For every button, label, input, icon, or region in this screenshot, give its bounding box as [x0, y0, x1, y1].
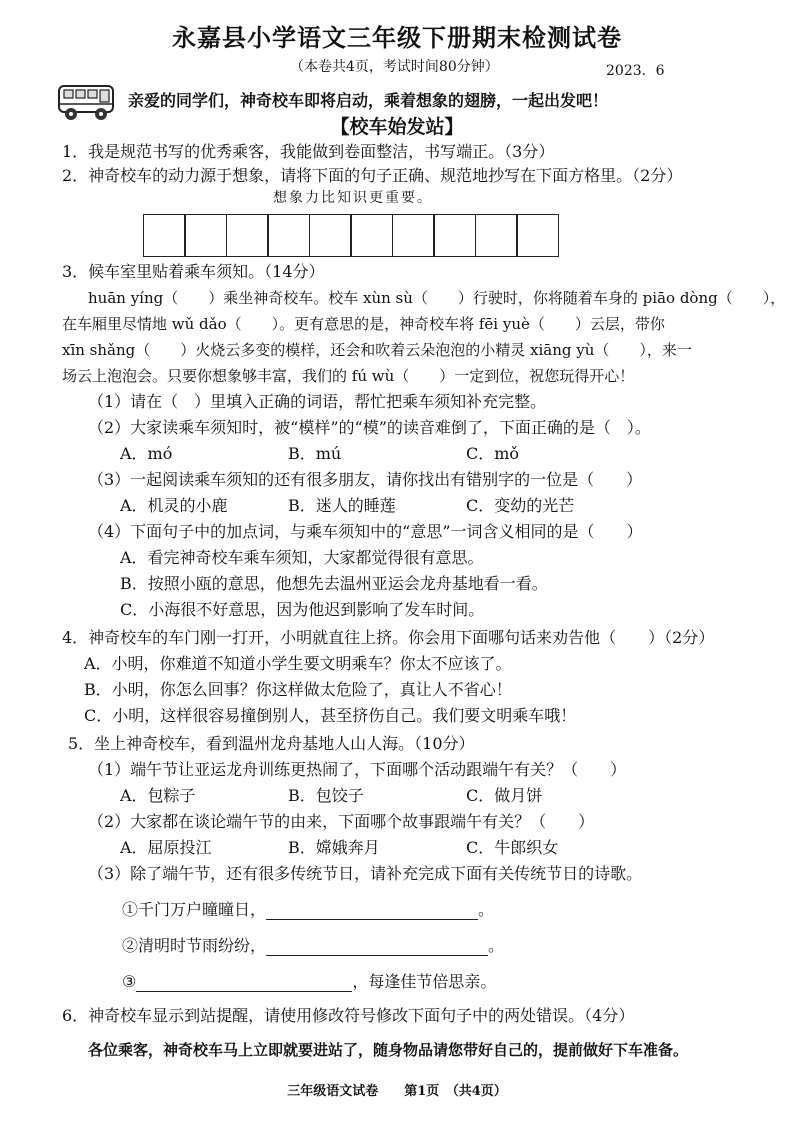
page-footer: 三年级语文试卷 第1页 （共4页） [287, 1084, 507, 1099]
q3-sub-4-option-b[interactable]: B．按照小瓯的意思，他想先去温州亚运会龙舟基地看一看。 [120, 574, 548, 593]
question-6: 6．神奇校车显示到站提醒，请使用修改符号修改下面句子中的两处错误。（4分） [62, 1006, 635, 1025]
writing-grid-cell[interactable] [184, 214, 227, 257]
exam-date: 2023．6 [606, 63, 665, 79]
exam-note: （本卷共4页，考试时间80分钟） [290, 59, 499, 75]
greeting-text: 亲爱的同学们，神奇校车即将启动，乘着想象的翅膀，一起出发吧！ [128, 91, 609, 110]
question-1: 1．我是规范书写的优秀乘客，我能做到卷面整洁，书写端正。（3分） [62, 142, 555, 161]
q3-sub-2: （2）大家读乘车须知时，被“模样”的“模”的读音难倒了，下面正确的是（ ）。 [88, 418, 651, 437]
poem-line-3-blank[interactable] [136, 975, 352, 992]
q3-paragraph-line-3: xīn shǎng（ ）火烧云多变的模样，还会和吹着云朵泡泡的小精灵 xiāng yù（ ），来一 [62, 341, 692, 359]
writing-grid-cell[interactable] [267, 214, 310, 257]
writing-grid-cell[interactable] [392, 214, 435, 257]
section-heading: 【校车始发站】 [330, 116, 464, 138]
poem-line-2-text: ②清明时节雨纷纷， [122, 936, 267, 955]
q6-sentence: 各位乘客，神奇校车马上立即就要进站了，随身物品请您带好自己的，提前做好下车准备。 [88, 1041, 689, 1059]
poem-line-1 [122, 900, 494, 920]
question-3: 3．候车室里贴着乘车须知。（14分） [62, 262, 325, 281]
poem-line-3-text: ，每逢佳节倍思亲。 [352, 972, 497, 991]
q5-sub-1: （1）端午节让亚运龙舟训练更热闹了，下面哪个活动跟端午有关？（ ） [88, 760, 627, 779]
q3-sub-3-option-b[interactable]: B．迷人的睡莲 [288, 496, 396, 515]
writing-grid-cell[interactable] [226, 214, 269, 257]
poem-line-3-prefix: ③ [122, 972, 137, 991]
question-2: 2．神奇校车的动力源于想象，请将下面的句子正确、规范地抄写在下面方格里。（2分） [62, 166, 683, 185]
q5-sub-3: （3）除了端午节，还有很多传统节日，请补充完成下面有关传统节日的诗歌。 [88, 864, 643, 883]
q3-paragraph-line-2: 在车厢里尽情地 wǔ dǎo（ ）。更有意思的是，神奇校车将 fēi yuè（ ）云层，带你 [62, 315, 665, 333]
q3-sub-2-option-b[interactable]: B．mú [288, 444, 342, 463]
copy-sentence: 想象力比知识更重要。 [273, 190, 433, 206]
poem-line-1-end: 。 [478, 900, 495, 919]
writing-grid-cell[interactable] [143, 214, 186, 257]
q3-sub-2-option-c[interactable]: C．mǒ [466, 444, 520, 463]
writing-grid-cell[interactable] [516, 214, 559, 257]
q3-sub-4-option-c[interactable]: C．小海很不好意思，因为他迟到影响了发车时间。 [120, 600, 485, 619]
q3-sub-3-option-a[interactable]: A．机灵的小鹿 [120, 496, 228, 515]
poem-line-1-blank[interactable] [266, 903, 478, 920]
question-4: 4．神奇校车的车门刚一打开，小明就直往上挤。你会用下面哪句话来劝告他（ ）（2分） [62, 628, 715, 647]
q4-option-c[interactable]: C．小明，这样很容易撞倒别人，甚至挤伤自己。我们要文明乘车哦！ [84, 706, 577, 725]
poem-line-2 [122, 936, 504, 956]
q5-sub-2-option-a[interactable]: A．屈原投江 [120, 838, 212, 857]
q3-paragraph-line-4: 场云上泡泡会。只要你想象够丰富，我们的 fú wù（ ）一定到位，祝您玩得开心！ [62, 367, 635, 385]
q5-sub-2: （2）大家都在谈论端午节的由来，下面哪个故事跟端午有关？（ ） [88, 812, 595, 831]
writing-grid-cell[interactable] [309, 214, 352, 257]
q3-sub-1: （1）请在（ ）里填入正确的词语，帮忙把乘车须知补充完整。 [88, 392, 547, 411]
q5-sub-2-option-b[interactable]: B．嫦娥奔月 [288, 838, 380, 857]
q3-paragraph-line-1: huān yíng（ ）乘坐神奇校车。校车 xùn sù（ ）行驶时，你将随着车身的 piāo dòng（ ）， [88, 289, 786, 307]
q3-sub-4-option-a[interactable]: A．看完神奇校车乘车须知，大家都觉得很有意思。 [120, 548, 484, 567]
q5-sub-1-option-a[interactable]: A．包粽子 [120, 786, 196, 805]
q3-sub-2-option-a[interactable]: A．mó [120, 444, 173, 463]
q3-sub-3: （3）一起阅读乘车须知的还有很多朋友，请你找出有错别字的一位是（ ） [88, 470, 643, 489]
exam-title: 永嘉县小学语文三年级下册期末检测试卷 [172, 23, 622, 52]
q5-sub-2-option-c[interactable]: C．牛郎织女 [466, 838, 559, 857]
writing-grid[interactable] [144, 214, 559, 257]
q4-option-b[interactable]: B．小明，你怎么回事？你这样做太危险了，真让人不省心！ [84, 680, 512, 699]
q4-option-a[interactable]: A．小明，你难道不知道小学生要文明乘车？你太不应该了。 [84, 654, 512, 673]
writing-grid-cell[interactable] [350, 214, 393, 257]
q5-sub-1-option-c[interactable]: C．做月饼 [466, 786, 543, 805]
poem-line-3 [122, 972, 496, 992]
question-5: 5．坐上神奇校车，看到温州龙舟基地人山人海。（10分） [68, 734, 475, 753]
poem-line-2-end: 。 [488, 936, 505, 955]
poem-line-2-blank[interactable] [266, 939, 488, 956]
writing-grid-cell[interactable] [433, 214, 476, 257]
q3-sub-4: （4）下面句子中的加点词，与乘车须知中的“意思”一词含义相同的是（ ） [88, 522, 643, 541]
q3-sub-3-option-c[interactable]: C．变幼的光芒 [466, 496, 575, 515]
q5-sub-1-option-b[interactable]: B．包饺子 [288, 786, 364, 805]
poem-line-1-text: ①千门万户曈曈日， [122, 900, 267, 919]
writing-grid-cell[interactable] [475, 214, 518, 257]
